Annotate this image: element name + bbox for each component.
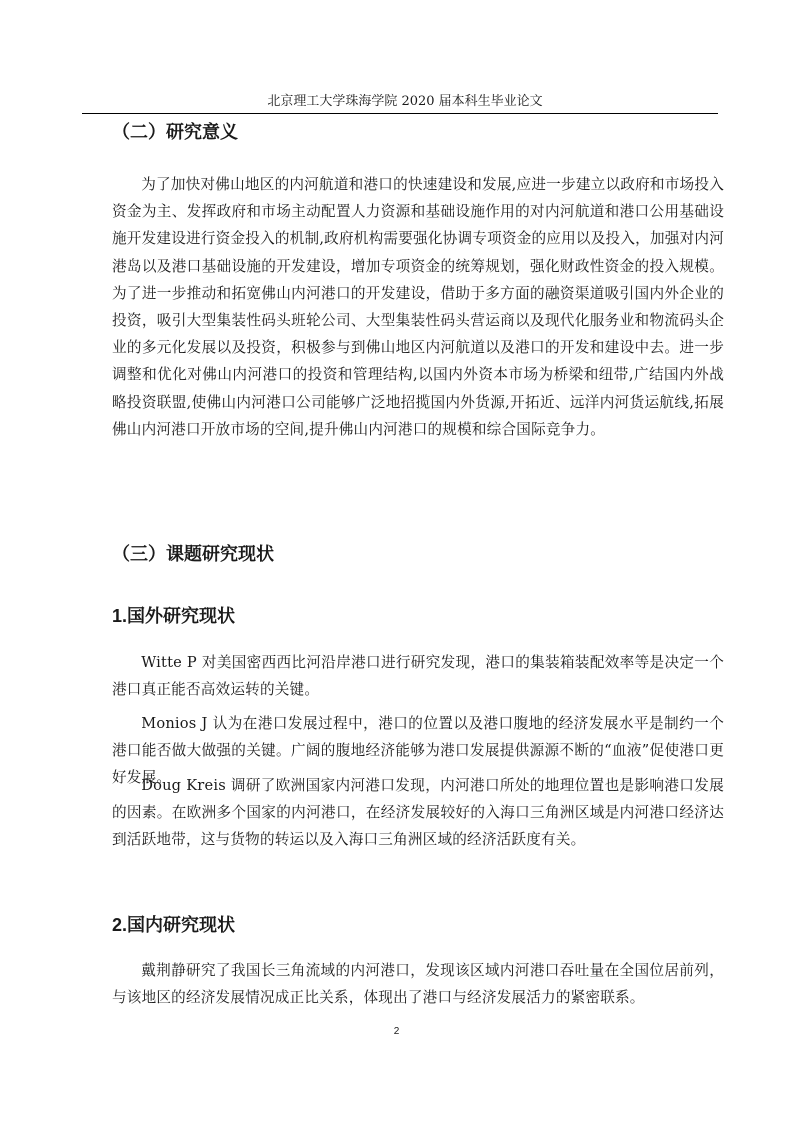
- section-heading-significance: （二）研究意义: [112, 122, 238, 143]
- subsection-heading-domestic: 2.国内研究现状: [112, 915, 236, 935]
- paragraph-significance: 为了加快对佛山地区的内河航道和港口的快速建设和发展,应进一步建立以政府和市场投入资金为主、发挥政府和市场主动配置人力资源和基础设施作用的对内河航道和港口公用基础设施开发建设进行资金投入的机制,政府机构需要强化协调专项资金的应用以及投入，加强对内河港岛以及港口基础设施的开发建设，增加专项资金的统筹规划，强化财政性资金的投入规模。为了进一步推动和拓宽佛山内河港口的开发建设，借助于多方面的融资渠道吸引国内外企业的投资，吸引大型集装性码头班轮公司、大型集装性码头营运商以及现代化服务业和物流码头企业的多元化发展以及投资，积极参与到佛山地区内河航道以及港口的开发和建设中去。进一步调整和优化对佛山内河港口的投资和管理结构,以国内外资本市场为桥梁和纽带,广结国内外战略投资联盟,使佛山内河港口公司能够广泛地招揽国内外货源,开拓近、远洋内河货运航线,拓展佛山内河港口开放市场的空间,提升佛山内河港口的规模和综合国际竞争力。: [112, 176, 724, 438]
- paragraph-foreign-1: Witte P 对美国密西西比河沿岸港口进行研究发现，港口的集装箱装配效率等是决定一个港口真正能否高效运转的关键。: [112, 654, 724, 699]
- paragraph-foreign-2: Monios J 认为在港口发展过程中，港口的位置以及港口腹地的经济发展水平是制约一个港口能否做大做强的关键。广阔的腹地经济能够为港口发展提供源源不断的“血液”促使港口更好发展。: [112, 715, 724, 787]
- section-heading-status: （三）课题研究现状: [112, 544, 274, 565]
- page-header: 北京理工大学珠海学院 2020 届本科生毕业论文: [267, 94, 543, 109]
- header-rule: [82, 113, 718, 114]
- page-number: 2: [393, 1026, 400, 1037]
- paragraph-foreign-3: Doug Kreis 调研了欧洲国家内河港口发现，内河港口所处的地理位置也是影响港口发展的因素。在欧洲多个国家的内河港口，在经济发展较好的入海口三角洲区域是内河港口经济达到活跃地带，这与货物的转运以及入海口三角洲区域的经济活跃度有关。: [112, 777, 724, 849]
- paragraph-domestic-1: 戴荆静研究了我国长三角流域的内河港口，发现该区域内河港口吞吐量在全国位居前列，与该地区的经济发展情况成正比关系，体现出了港口与经济发展活力的紧密联系。: [112, 962, 724, 1007]
- subsection-heading-foreign: 1.国外研究现状: [112, 606, 236, 626]
